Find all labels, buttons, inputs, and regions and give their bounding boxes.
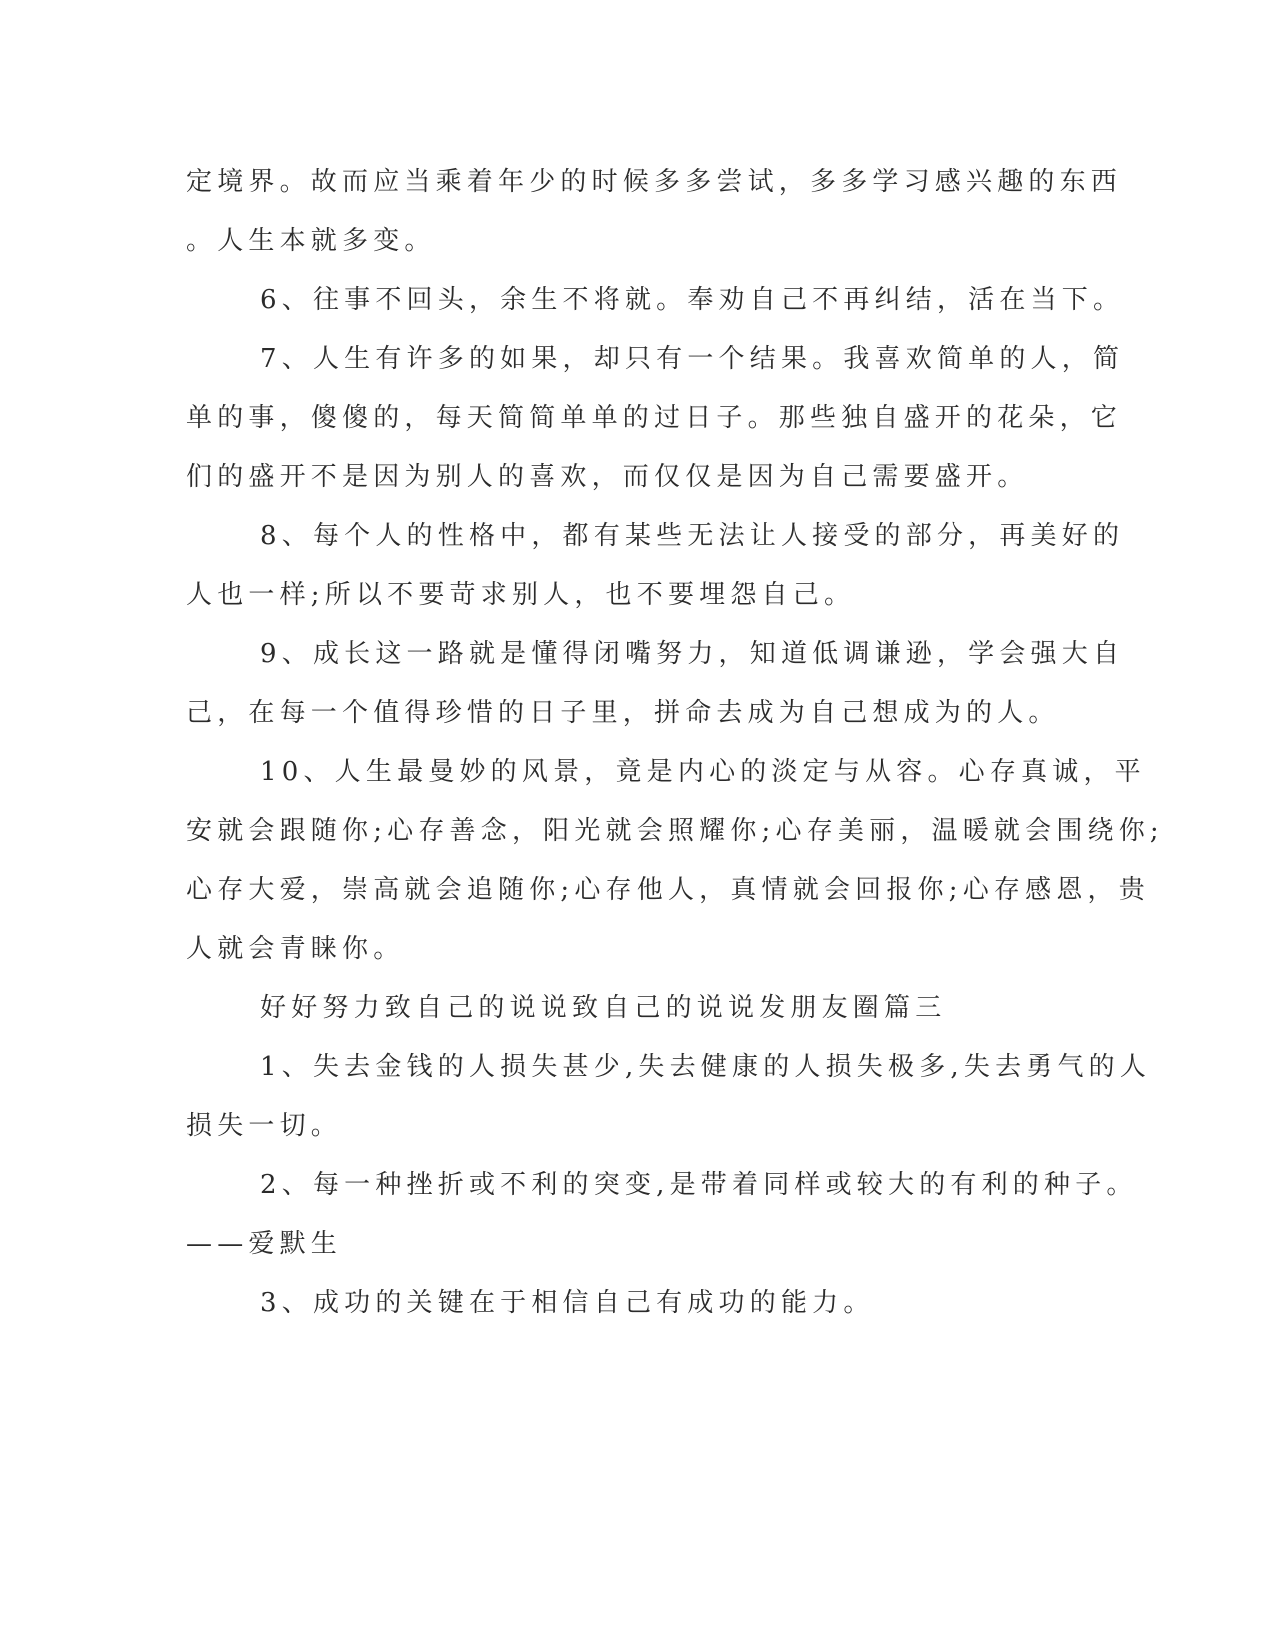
text-line: 们的盛开不是因为别人的喜欢，而仅仅是因为自己需要盛开。 <box>186 462 1029 492</box>
paragraph-item-3: 3、成功的关键在于相信自己有成功的能力。 <box>260 1288 875 1318</box>
text-line: 心存大爱，崇高就会追随你;心存他人，真情就会回报你;心存感恩，贵 <box>186 875 1150 905</box>
paragraph-item-10: 10、人生最曼妙的风景，竟是内心的淡定与从容。心存真诚，平 <box>260 757 1146 787</box>
text-line: 人也一样;所以不要苛求别人，也不要埋怨自己。 <box>186 580 856 610</box>
text-line: 单的事，傻傻的，每天简简单单的过日子。那些独自盛开的花朵，它 <box>186 403 1123 433</box>
quote-attribution: ——爱默生 <box>186 1229 343 1259</box>
paragraph-item-7: 7、人生有许多的如果，却只有一个结果。我喜欢简单的人，简 <box>260 344 1125 374</box>
text-line: 人就会青睐你。 <box>186 934 405 964</box>
paragraph-item-8: 8、每个人的性格中，都有某些无法让人接受的部分，再美好的 <box>260 521 1125 551</box>
text-line: 定境界。故而应当乘着年少的时候多多尝试，多多学习感兴趣的东西 <box>186 167 1123 197</box>
paragraph-item-1: 1、失去金钱的人损失甚少,失去健康的人损失极多,失去勇气的人 <box>260 1052 1152 1082</box>
text-line: 己，在每一个值得珍惜的日子里，拼命去成为自己想成为的人。 <box>186 698 1060 728</box>
text-line: 安就会跟随你;心存善念，阳光就会照耀你;心存美丽，温暖就会围绕你; <box>186 816 1164 846</box>
paragraph-item-6: 6、往事不回头，余生不将就。奉劝自己不再纠结，活在当下。 <box>260 285 1125 315</box>
text-line: 。人生本就多变。 <box>186 226 436 256</box>
paragraph-item-9: 9、成长这一路就是懂得闭嘴努力，知道低调谦逊，学会强大自 <box>260 639 1125 669</box>
section-heading: 好好努力致自己的说说致自己的说说发朋友圈篇三 <box>260 993 947 1023</box>
paragraph-item-2: 2、每一种挫折或不利的突变,是带着同样或较大的有利的种子。 <box>260 1170 1138 1200</box>
text-line: 损失一切。 <box>186 1111 343 1141</box>
